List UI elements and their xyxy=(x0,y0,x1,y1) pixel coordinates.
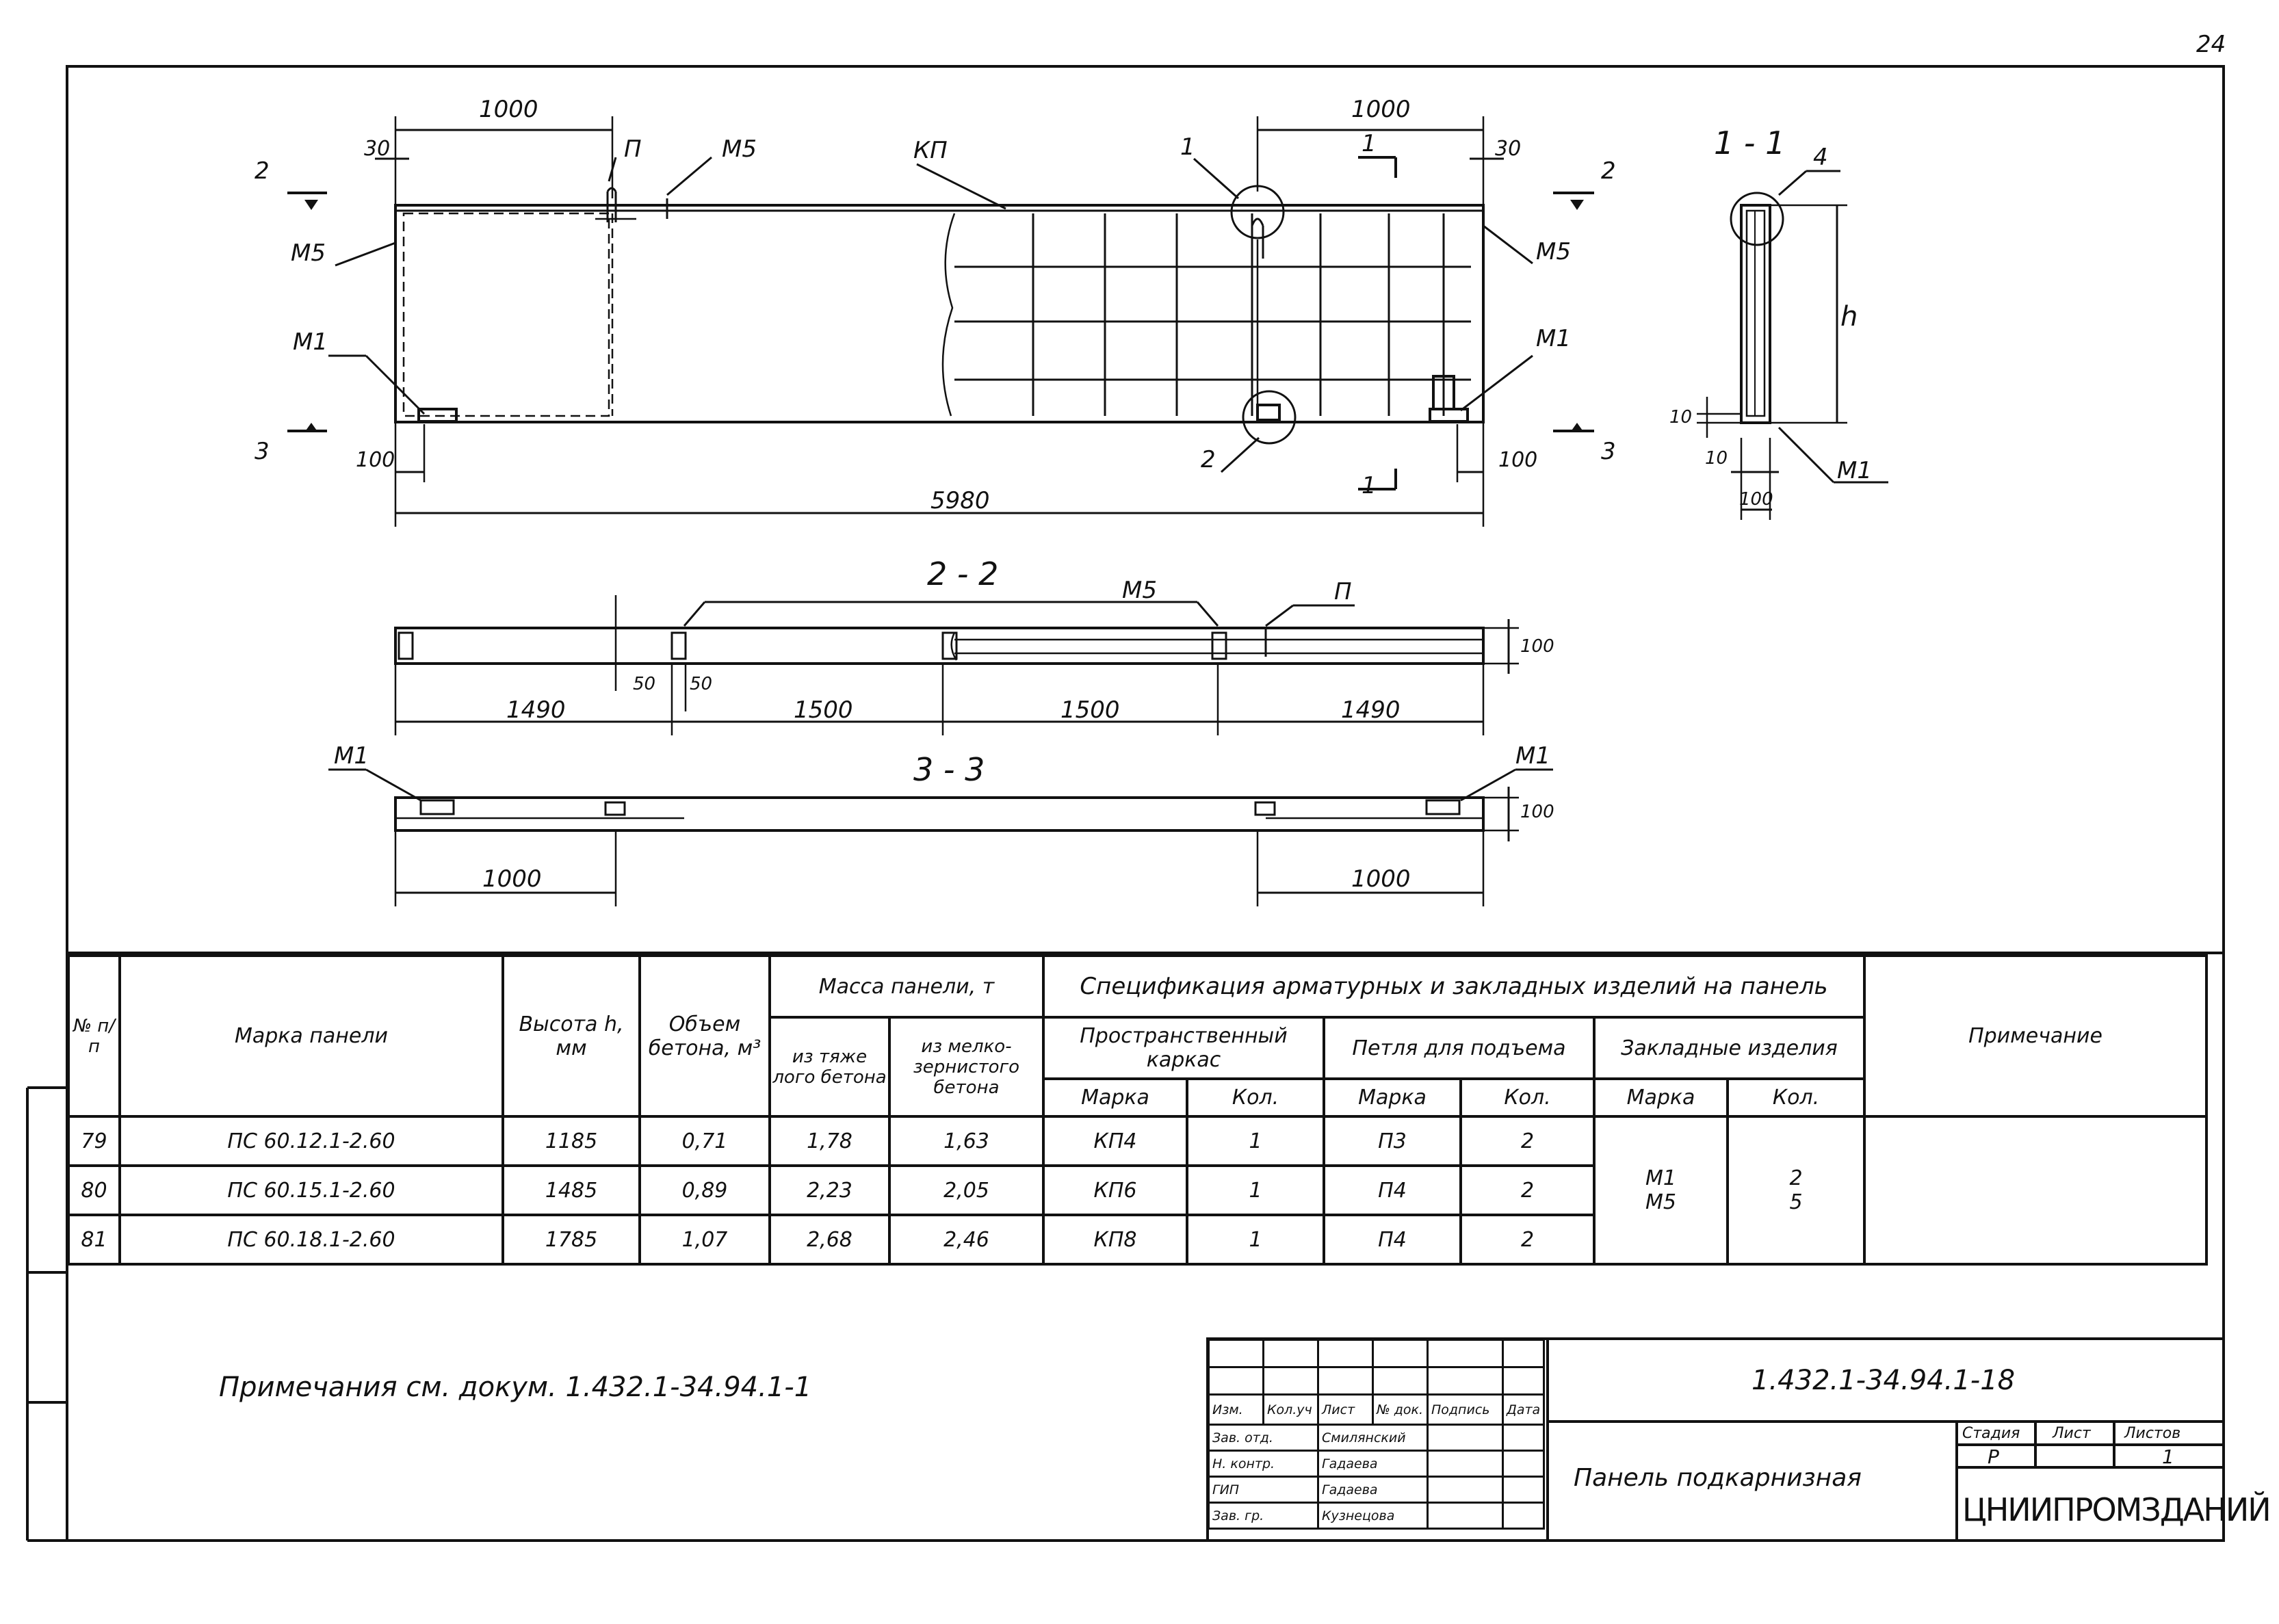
tb-name-1: Смилянский xyxy=(1318,1425,1428,1451)
embed-qty-1: 2 xyxy=(1789,1166,1803,1190)
label-m5-left: М5 xyxy=(291,239,326,267)
row-volume: 1,07 xyxy=(640,1215,770,1264)
embed-mark-2: М5 xyxy=(1645,1190,1676,1214)
dim-edge-left: 30 xyxy=(364,137,391,161)
dim-top-right: 1000 xyxy=(1351,96,1411,123)
header-loop: Петля для подъема xyxy=(1324,1017,1594,1079)
sub-embed-qty: Кол. xyxy=(1728,1079,1864,1116)
header-height: Высота h, мм xyxy=(503,956,640,1116)
dim-edge-right: 30 xyxy=(1495,137,1522,161)
dim-top-left: 1000 xyxy=(479,96,538,123)
title-sheets-label: Листов xyxy=(2124,1425,2181,1442)
dim-overall: 5980 xyxy=(930,487,990,514)
row-loop-qty: 2 xyxy=(1461,1215,1594,1264)
header-note: Примечание xyxy=(1864,956,2206,1116)
label-cut2-right: 2 xyxy=(1601,157,1616,185)
row-loop-qty: 2 xyxy=(1461,1116,1594,1166)
label-cut1-bottom: 1 xyxy=(1362,472,1377,499)
tb-h-sign: Подпись xyxy=(1428,1395,1503,1425)
row-mark: ПС 60.15.1-2.60 xyxy=(120,1166,503,1215)
label-cut3-left: 3 xyxy=(255,438,270,465)
row-mark: ПС 60.18.1-2.60 xyxy=(120,1215,503,1264)
row-frame-qty: 1 xyxy=(1187,1116,1324,1166)
section-1-1-h: h xyxy=(1840,301,1858,332)
label-kp: КП xyxy=(913,137,948,164)
row-mass-heavy: 2,23 xyxy=(770,1166,889,1215)
tb-name-2: Гадаева xyxy=(1318,1451,1428,1477)
tb-role-1: Зав. отд. xyxy=(1209,1425,1318,1451)
label-cut2-left: 2 xyxy=(255,157,270,185)
header-embed: Закладные изделия xyxy=(1594,1017,1864,1079)
notes-text: Примечания см. докум. 1.432.1-34.94.1-1 xyxy=(219,1372,812,1403)
section-1-1-m1: М1 xyxy=(1837,457,1872,484)
label-m5-right: М5 xyxy=(1536,238,1571,265)
header-mass: Масса панели, т xyxy=(770,956,1043,1017)
sub-frame-qty: Кол. xyxy=(1187,1079,1324,1116)
row-loop: П3 xyxy=(1324,1116,1461,1166)
title-stage-label: Стадия xyxy=(1962,1425,2020,1442)
title-name: Панель подкарнизная xyxy=(1574,1464,1862,1492)
label-m5-top: М5 xyxy=(722,135,757,163)
sub-loop-qty: Кол. xyxy=(1461,1079,1594,1116)
header-mass-fine: из мелко- зернистого бетона xyxy=(889,1017,1043,1116)
section-2-2-h100: 100 xyxy=(1520,636,1554,657)
section-3-3-m1-left: М1 xyxy=(334,742,369,770)
label-n2: 2 xyxy=(1201,446,1216,473)
section-1-1-title: 1 - 1 xyxy=(1714,125,1786,161)
title-stage: Р xyxy=(1988,1445,1999,1468)
section-1-1-d10b: 10 xyxy=(1705,448,1728,469)
tb-h-list: Лист xyxy=(1318,1395,1373,1425)
embed-qty-2: 5 xyxy=(1789,1190,1803,1214)
section-3-3-dim-left: 1000 xyxy=(482,865,542,893)
tb-name-4: Кузнецова xyxy=(1318,1503,1428,1529)
title-sheets: 1 xyxy=(2162,1445,2174,1468)
header-frame: Пространственный каркас xyxy=(1043,1017,1324,1079)
header-num: № п/п xyxy=(68,956,120,1116)
title-sheet-label: Лист xyxy=(2053,1425,2091,1442)
label-cut3-right: 3 xyxy=(1601,438,1616,465)
row-frame-qty: 1 xyxy=(1187,1215,1324,1264)
title-org: ЦНИИПРОМЗДАНИЙ xyxy=(1962,1491,2270,1528)
section-2-2-d50a: 50 xyxy=(633,674,656,694)
tb-role-3: ГИП xyxy=(1209,1477,1318,1503)
label-cut1-top: 1 xyxy=(1362,130,1377,157)
label-n1: 1 xyxy=(1180,133,1195,161)
section-2-2-d50b: 50 xyxy=(690,674,713,694)
row-mass-heavy: 2,68 xyxy=(770,1215,889,1264)
section-1-1-n4: 4 xyxy=(1813,144,1828,171)
row-num: 79 xyxy=(68,1116,120,1166)
header-spec: Спецификация арматурных и закладных изделий на панель xyxy=(1043,956,1864,1017)
tb-h-izm: Изм. xyxy=(1209,1395,1264,1425)
row-frame-qty: 1 xyxy=(1187,1166,1324,1215)
row-mass-heavy: 1,78 xyxy=(770,1116,889,1166)
title-doc-code: 1.432.1-34.94.1-18 xyxy=(1751,1365,2016,1396)
tb-h-date: Дата xyxy=(1503,1395,1544,1425)
section-1-1-d100: 100 xyxy=(1739,489,1773,510)
section-1-1-d10a: 10 xyxy=(1669,407,1693,428)
row-loop: П4 xyxy=(1324,1215,1461,1264)
dim-bottom-left: 100 xyxy=(356,448,395,472)
section-2-2-title: 2 - 2 xyxy=(927,555,999,592)
header-mass-heavy: из тяже лого бетона xyxy=(770,1017,889,1116)
sub-frame-mark: Марка xyxy=(1043,1079,1187,1116)
row-height: 1785 xyxy=(503,1215,640,1264)
row-frame: КП8 xyxy=(1043,1215,1187,1264)
tb-name-3: Гадаева xyxy=(1318,1477,1428,1503)
sub-loop-mark: Марка xyxy=(1324,1079,1461,1116)
tb-h-kol: Кол.уч xyxy=(1264,1395,1318,1425)
section-3-3-m1-right: М1 xyxy=(1515,742,1550,770)
embed-mark-1: М1 xyxy=(1645,1166,1676,1190)
row-num: 80 xyxy=(68,1166,120,1215)
row-frame: КП6 xyxy=(1043,1166,1187,1215)
row-mass-fine: 1,63 xyxy=(889,1116,1043,1166)
page-number: 24 xyxy=(2196,31,2226,58)
row-frame: КП4 xyxy=(1043,1116,1187,1166)
row-mass-fine: 2,46 xyxy=(889,1215,1043,1264)
section-2-2-dim-1: 1490 xyxy=(506,696,566,724)
section-2-2-dim-4: 1490 xyxy=(1341,696,1401,724)
dim-bottom-right: 100 xyxy=(1498,448,1538,472)
tb-role-2: Н. контр. xyxy=(1209,1451,1318,1477)
row-volume: 0,89 xyxy=(640,1166,770,1215)
row-mass-fine: 2,05 xyxy=(889,1166,1043,1215)
row-loop: П4 xyxy=(1324,1166,1461,1215)
section-2-2-p: П xyxy=(1334,578,1352,605)
section-2-2-dim-3: 1500 xyxy=(1060,696,1120,724)
row-height: 1185 xyxy=(503,1116,640,1166)
section-3-3-title: 3 - 3 xyxy=(913,751,985,788)
tb-h-doc: № док. xyxy=(1373,1395,1428,1425)
header-volume: Объем бетона, м³ xyxy=(640,956,770,1116)
label-m1-right: М1 xyxy=(1536,325,1571,352)
tb-role-4: Зав. гр. xyxy=(1209,1503,1318,1529)
row-mark: ПС 60.12.1-2.60 xyxy=(120,1116,503,1166)
row-height: 1485 xyxy=(503,1166,640,1215)
row-num: 81 xyxy=(68,1215,120,1264)
section-2-2-dim-2: 1500 xyxy=(794,696,853,724)
label-m1-left: М1 xyxy=(293,328,328,356)
label-p: П xyxy=(624,135,642,163)
section-2-2-m5: М5 xyxy=(1122,577,1157,604)
row-loop-qty: 2 xyxy=(1461,1166,1594,1215)
section-3-3-dim-right: 1000 xyxy=(1351,865,1411,893)
row-volume: 0,71 xyxy=(640,1116,770,1166)
sub-embed-mark: Марка xyxy=(1594,1079,1728,1116)
header-mark: Марка панели xyxy=(120,956,503,1116)
section-3-3-h100: 100 xyxy=(1520,802,1554,822)
